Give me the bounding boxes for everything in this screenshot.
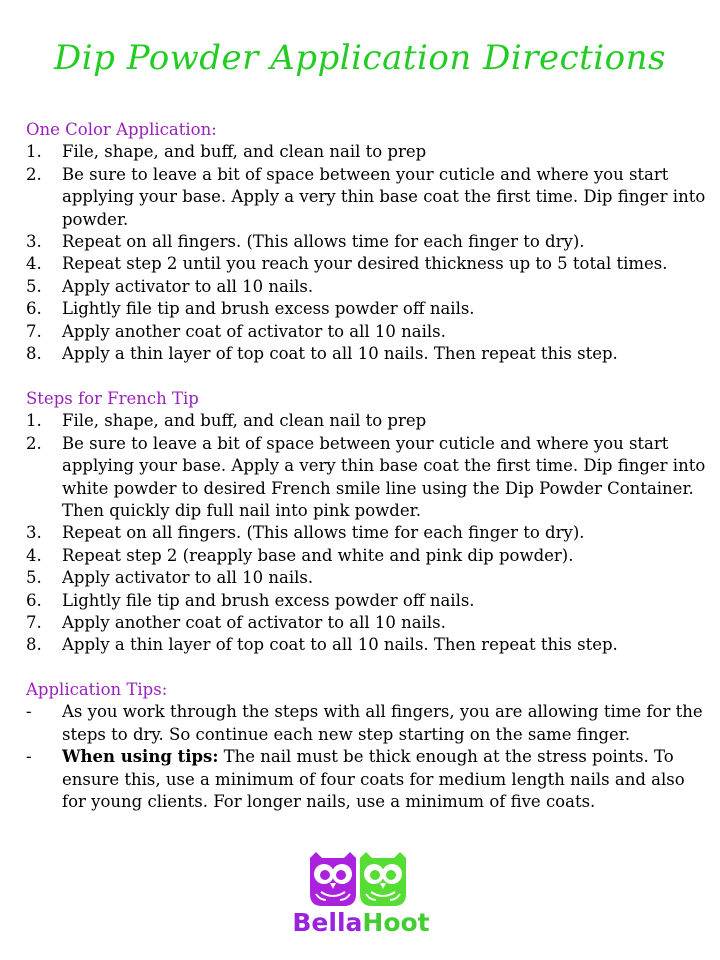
tip-text: As you work through the steps with all fingers, you are allowing time for the steps to dry. So continue each new step starting on the same finger.: [62, 702, 703, 744]
brand-part-bella: Bella: [292, 908, 363, 937]
step-text: Repeat on all fingers. (This allows time for each finger to dry).: [62, 232, 585, 252]
tip-body: The nail must be thick enough at the stress points. To ensure this, use a minimum of four coats for medium length nails and also for young clients. For longer nails, use a minimum of five coats.: [62, 747, 685, 812]
bullet-dash: -: [26, 702, 32, 722]
list-item: [26, 701, 706, 746]
list-item: [26, 343, 706, 365]
list-item: [26, 231, 706, 253]
page-title: Dip Powder Application Directions: [54, 38, 666, 78]
step-text: Apply another coat of activator to all 10 nails.: [62, 321, 446, 341]
step-number: 2.: [26, 433, 42, 453]
step-text: Apply activator to all 10 nails.: [62, 276, 314, 296]
step-number: 7.: [26, 613, 42, 633]
list-item: [26, 253, 706, 275]
list-item: [26, 164, 706, 231]
bullet-dash: -: [26, 747, 32, 767]
tip-text: [62, 746, 706, 813]
list-item: [26, 746, 706, 813]
step-number: 6.: [26, 590, 42, 610]
application-tips-heading: Application Tips:: [26, 680, 168, 699]
brand-part-hoot: Hoot: [362, 908, 430, 937]
one-color-section: [26, 119, 706, 365]
application-tips-list: [26, 701, 706, 813]
list-item: [26, 141, 706, 163]
step-number: 4.: [26, 545, 42, 565]
step-text: Repeat step 2 until you reach your desired thickness up to 5 total times.: [62, 254, 668, 274]
list-item: [26, 321, 706, 343]
step-text: Apply a thin layer of top coat to all 10 nails. Then repeat this step.: [62, 344, 618, 364]
step-number: 7.: [26, 321, 42, 341]
step-number: 1.: [26, 142, 42, 162]
list-item: [26, 634, 706, 656]
tip-bold-label: When using tips:: [62, 747, 219, 767]
list-item: [26, 298, 706, 320]
french-tip-section: [26, 388, 706, 657]
step-text: Lightly file tip and brush excess powder off nails.: [62, 299, 475, 319]
step-number: 5.: [26, 276, 42, 296]
bellahoot-logo: [286, 850, 436, 940]
list-item: [26, 590, 706, 612]
list-item: [26, 545, 706, 567]
step-number: 2.: [26, 164, 42, 184]
step-number: 3.: [26, 523, 42, 543]
french-tip-heading: Steps for French Tip: [26, 389, 199, 408]
step-number: 3.: [26, 232, 42, 252]
step-number: 4.: [26, 254, 42, 274]
step-number: 5.: [26, 568, 42, 588]
list-item: [26, 410, 706, 432]
step-text: Apply another coat of activator to all 10 nails.: [62, 613, 446, 633]
step-text: File, shape, and buff, and clean nail to prep: [62, 142, 427, 162]
step-text: Repeat on all fingers. (This allows time for each finger to dry).: [62, 523, 585, 543]
french-tip-steps: [26, 410, 706, 656]
list-item: [26, 276, 706, 298]
step-number: 1.: [26, 411, 42, 431]
step-number: 8.: [26, 344, 42, 364]
step-text: Apply activator to all 10 nails.: [62, 568, 314, 588]
step-text: Be sure to leave a bit of space between your cuticle and where you start applying your base. Apply a very thin base coat the first time. Dip finger into powder.: [62, 164, 706, 229]
list-item: [26, 567, 706, 589]
step-text: Repeat step 2 (reapply base and white and pink dip powder).: [62, 545, 574, 565]
step-text: Apply a thin layer of top coat to all 10 nails. Then repeat this step.: [62, 635, 618, 655]
brand-name: [286, 908, 436, 938]
list-item: [26, 612, 706, 634]
list-item: [26, 522, 706, 544]
step-text: File, shape, and buff, and clean nail to prep: [62, 411, 427, 431]
step-text: Lightly file tip and brush excess powder off nails.: [62, 590, 475, 610]
one-color-steps: [26, 141, 706, 365]
step-number: 8.: [26, 635, 42, 655]
two-owls-icon: [286, 850, 436, 910]
one-color-heading: One Color Application:: [26, 120, 217, 139]
list-item: [26, 433, 706, 523]
step-number: 6.: [26, 299, 42, 319]
step-text: Be sure to leave a bit of space between your cuticle and where you start applying your base. Apply a very thin base coat the first time. Dip finger into white powder to desired French smile line using the Dip Powder Container. Then quickly dip full nail into pink powder.: [62, 433, 706, 521]
application-tips-section: [26, 679, 706, 813]
